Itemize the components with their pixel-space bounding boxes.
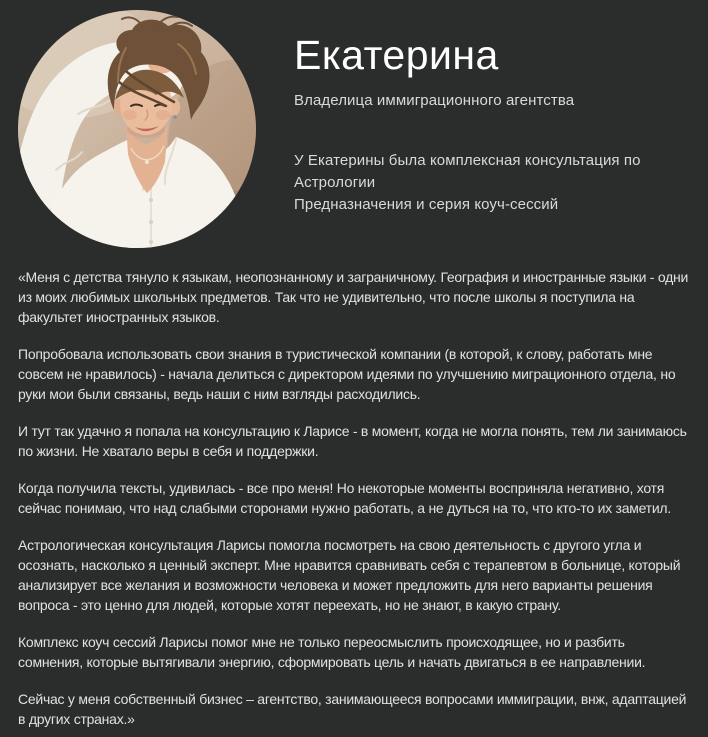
testimonial-text-block	[0, 254, 708, 729]
profile-summary: У Екатерины была комплексная консультация по Астрологии Предназначения и серия коуч-сессий	[294, 152, 641, 214]
testimonial-paragraph: И тут так удачно я попала на консультацию к Ларисе - в момент, когда не могла понять, тем ли занимаюсь по жизни. Не хватало веры в себя и поддержки.	[18, 423, 687, 459]
woman-portrait-photo	[18, 10, 256, 248]
testimonial-paragraph: Сейчас у меня собственный бизнес – агентство, занимающееся вопросами иммиграции, внж, адаптацией в других странах.»	[18, 691, 687, 727]
profile-role: Владелица иммиграционного агентства	[294, 92, 575, 110]
profile-header-text	[294, 33, 694, 216]
testimonial-paragraph: Когда получила тексты, удивилась - все про меня! Но некоторые моменты восприняла негативно, хотя сейчас понимаю, что над слабыми сторонами нужно работать, а не дуться на то, что кто-то их заметил.	[18, 480, 671, 516]
profile-header	[0, 0, 708, 254]
page-title: Екатерина	[294, 32, 499, 78]
testimonial-paragraph: Комплекс коуч сессий Ларисы помог мне не только переосмыслить происходящее, но и разбить сомнения, которые вытягивали энергию, сформировать цель и начать двигаться в ее направлении.	[18, 634, 646, 670]
testimonial-paragraph: Попробовала использовать свои знания в туристической компании (в которой, к слову, работать мне совсем не нравилось) - начала делиться с директором идеями по улучшению миграционного отдела, но руки мои были связаны, ведь наши с ним взгляды расходились.	[18, 346, 676, 402]
testimonial-paragraph: «Меня с детства тянуло к языкам, неопознанному и заграничному. География и иностранные языки - одни из моих любимых школьных предметов. Так что не удивительно, что после школы я поступила на факультет иностранных языков.	[18, 269, 689, 325]
testimonial-paragraph: Астрологическая консультация Ларисы помогла посмотреть на свою деятельность с другого угла и осознать, насколько я ценный эксперт. Мне нравится сравнивать себя с терапевтом в больнице, который анализирует все желания и возможности человека и может предложить для него варианты решения вопроса - это ценно для людей, которые хотят переехать, но не знают, в какую страну.	[18, 537, 681, 613]
profile-photo	[18, 10, 256, 248]
